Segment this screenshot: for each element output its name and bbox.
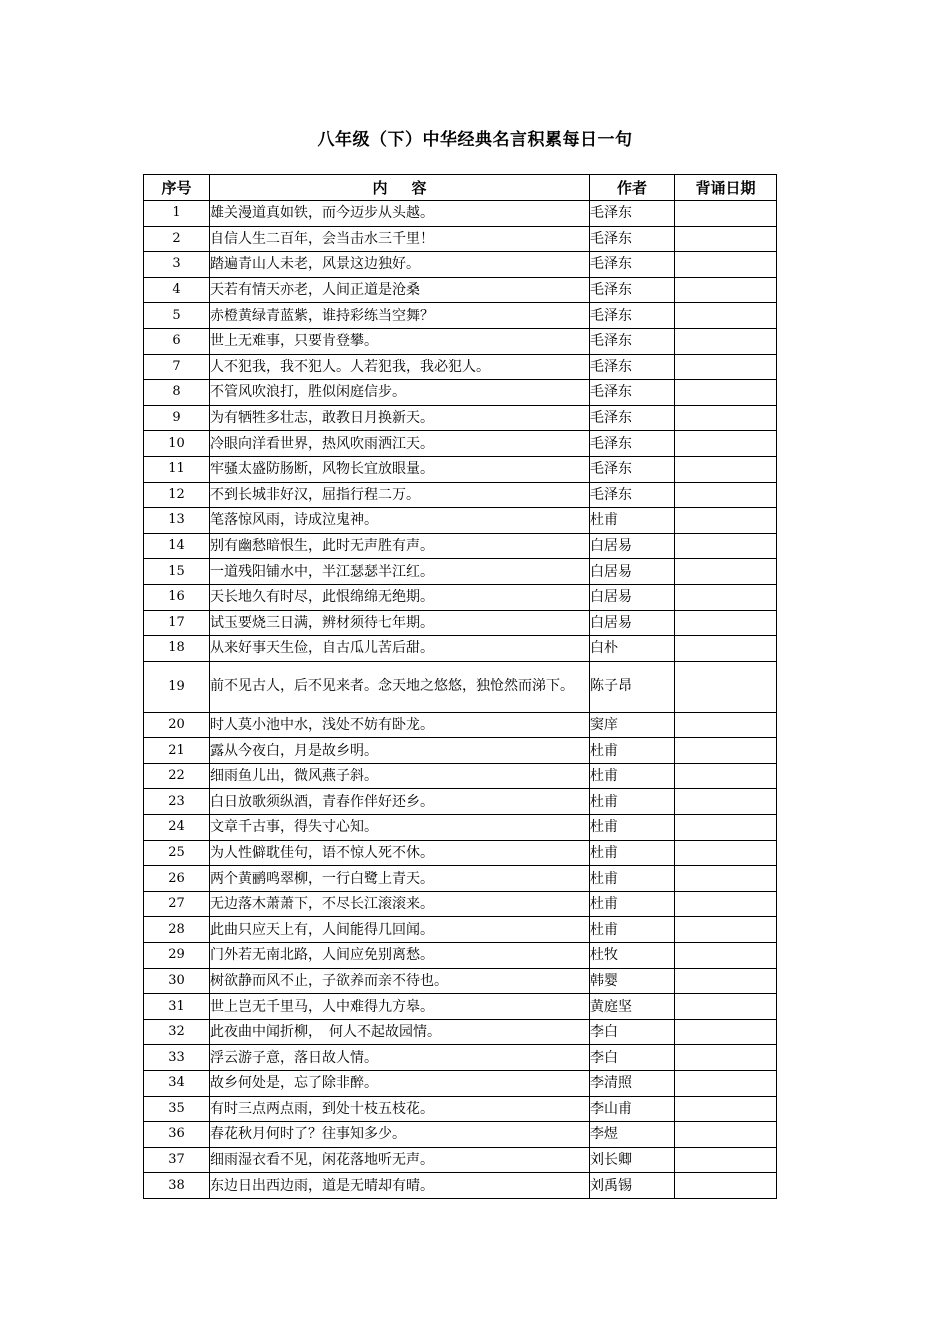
row-quote-text: 一道残阳铺水中，半江瑟瑟半江红。	[210, 559, 590, 585]
row-recite-date	[675, 1096, 777, 1122]
row-number: 38	[144, 1173, 210, 1199]
table-row	[144, 508, 777, 534]
row-author: 杜甫	[590, 763, 675, 789]
row-quote-text: 露从今夜白，月是故乡明。	[210, 738, 590, 764]
row-number: 8	[144, 380, 210, 406]
table-row	[144, 840, 777, 866]
row-quote-text: 不管风吹浪打，胜似闲庭信步。	[210, 380, 590, 406]
row-quote-text: 不到长城非好汉，屈指行程二万。	[210, 482, 590, 508]
table-row	[144, 1173, 777, 1199]
row-recite-date	[675, 226, 777, 252]
row-number: 10	[144, 431, 210, 457]
row-number: 18	[144, 636, 210, 662]
table-row	[144, 277, 777, 303]
row-author: 黄庭坚	[590, 994, 675, 1020]
row-quote-text: 无边落木萧萧下，不尽长江滚滚来。	[210, 891, 590, 917]
row-quote-text: 细雨鱼儿出，微风燕子斜。	[210, 763, 590, 789]
row-recite-date	[675, 559, 777, 585]
row-author: 毛泽东	[590, 482, 675, 508]
row-number: 36	[144, 1122, 210, 1148]
row-author: 李白	[590, 1045, 675, 1071]
row-author: 毛泽东	[590, 380, 675, 406]
table-row	[144, 815, 777, 841]
row-author: 杜甫	[590, 789, 675, 815]
row-quote-text: 白日放歌须纵酒，青春作伴好还乡。	[210, 789, 590, 815]
table-row	[144, 380, 777, 406]
header-date: 背诵日期	[675, 175, 777, 201]
row-recite-date	[675, 482, 777, 508]
row-author: 毛泽东	[590, 303, 675, 329]
row-author: 白居易	[590, 610, 675, 636]
table-row	[144, 405, 777, 431]
row-quote-text: 试玉要烧三日满，辨材须待七年期。	[210, 610, 590, 636]
row-number: 24	[144, 815, 210, 841]
row-recite-date	[675, 610, 777, 636]
row-number: 19	[144, 661, 210, 712]
row-recite-date	[675, 303, 777, 329]
row-author: 杜甫	[590, 891, 675, 917]
row-recite-date	[675, 1147, 777, 1173]
row-author: 毛泽东	[590, 405, 675, 431]
table-header-row	[144, 175, 777, 201]
row-recite-date	[675, 840, 777, 866]
row-quote-text: 雄关漫道真如铁，而今迈步从头越。	[210, 201, 590, 227]
row-author: 李清照	[590, 1071, 675, 1097]
table-row	[144, 661, 777, 712]
row-quote-text: 从来好事天生俭，自古瓜儿苦后甜。	[210, 636, 590, 662]
row-quote-text: 自信人生二百年，会当击水三千里！	[210, 226, 590, 252]
row-recite-date	[675, 1173, 777, 1199]
table-row	[144, 968, 777, 994]
row-number: 26	[144, 866, 210, 892]
row-recite-date	[675, 789, 777, 815]
row-recite-date	[675, 431, 777, 457]
row-number: 32	[144, 1019, 210, 1045]
table-row	[144, 712, 777, 738]
row-recite-date	[675, 405, 777, 431]
table-row	[144, 943, 777, 969]
row-number: 15	[144, 559, 210, 585]
row-author: 毛泽东	[590, 252, 675, 278]
table-row	[144, 636, 777, 662]
row-recite-date	[675, 712, 777, 738]
table-row	[144, 917, 777, 943]
row-recite-date	[675, 891, 777, 917]
row-recite-date	[675, 354, 777, 380]
table-row	[144, 303, 777, 329]
table-row	[144, 866, 777, 892]
row-number: 12	[144, 482, 210, 508]
row-quote-text: 为有牺牲多壮志，敢教日月换新天。	[210, 405, 590, 431]
table-row	[144, 328, 777, 354]
row-author: 杜甫	[590, 508, 675, 534]
row-recite-date	[675, 380, 777, 406]
table-row	[144, 738, 777, 764]
row-quote-text: 赤橙黄绿青蓝紫，谁持彩练当空舞？	[210, 303, 590, 329]
page-title: 八年级（下）中华经典名言积累每日一句	[317, 130, 633, 150]
row-quote-text: 细雨湿衣看不见，闲花落地听无声。	[210, 1147, 590, 1173]
table-row	[144, 456, 777, 482]
table-row	[144, 533, 777, 559]
row-author: 杜甫	[590, 866, 675, 892]
row-number: 17	[144, 610, 210, 636]
table-row	[144, 1096, 777, 1122]
row-author: 白居易	[590, 559, 675, 585]
row-quote-text: 此曲只应天上有，人间能得几回闻。	[210, 917, 590, 943]
row-number: 21	[144, 738, 210, 764]
row-author: 白居易	[590, 533, 675, 559]
row-recite-date	[675, 1122, 777, 1148]
table-row	[144, 789, 777, 815]
table-body	[144, 201, 777, 1199]
row-quote-text: 笔落惊风雨，诗成泣鬼神。	[210, 508, 590, 534]
table-row	[144, 994, 777, 1020]
row-author: 杜牧	[590, 943, 675, 969]
row-author: 毛泽东	[590, 328, 675, 354]
row-quote-text: 此夜曲中闻折柳， 何人不起故园情。	[210, 1019, 590, 1045]
row-author: 毛泽东	[590, 354, 675, 380]
row-author: 杜甫	[590, 917, 675, 943]
row-recite-date	[675, 328, 777, 354]
row-author: 毛泽东	[590, 431, 675, 457]
row-quote-text: 踏遍青山人未老，风景这边独好。	[210, 252, 590, 278]
row-quote-text: 文章千古事，得失寸心知。	[210, 815, 590, 841]
row-recite-date	[675, 636, 777, 662]
row-number: 14	[144, 533, 210, 559]
table-row	[144, 354, 777, 380]
row-number: 35	[144, 1096, 210, 1122]
row-recite-date	[675, 815, 777, 841]
row-number: 6	[144, 328, 210, 354]
table-row	[144, 1147, 777, 1173]
row-number: 31	[144, 994, 210, 1020]
row-quote-text: 天长地久有时尽，此恨绵绵无绝期。	[210, 584, 590, 610]
row-author: 刘禹锡	[590, 1173, 675, 1199]
row-recite-date	[675, 943, 777, 969]
row-quote-text: 世上岂无千里马，人中难得九方皋。	[210, 994, 590, 1020]
row-quote-text: 有时三点两点雨，到处十枝五枝花。	[210, 1096, 590, 1122]
header-author: 作者	[590, 175, 675, 201]
row-recite-date	[675, 584, 777, 610]
row-number: 4	[144, 277, 210, 303]
row-quote-text: 两个黄鹂鸣翠柳，一行白鹭上青天。	[210, 866, 590, 892]
table-row	[144, 610, 777, 636]
row-recite-date	[675, 456, 777, 482]
row-number: 5	[144, 303, 210, 329]
row-quote-text: 树欲静而风不止，子欲养而亲不待也。	[210, 968, 590, 994]
table-row	[144, 559, 777, 585]
table-row	[144, 201, 777, 227]
row-number: 13	[144, 508, 210, 534]
row-recite-date	[675, 1019, 777, 1045]
row-number: 23	[144, 789, 210, 815]
header-content-label: 内容	[372, 178, 451, 197]
row-author: 毛泽东	[590, 277, 675, 303]
table-row	[144, 252, 777, 278]
table-row	[144, 763, 777, 789]
table-row	[144, 1071, 777, 1097]
row-recite-date	[675, 738, 777, 764]
row-number: 34	[144, 1071, 210, 1097]
row-author: 杜甫	[590, 815, 675, 841]
row-quote-text: 时人莫小池中水，浅处不妨有卧龙。	[210, 712, 590, 738]
row-author: 杜甫	[590, 840, 675, 866]
row-quote-text: 别有幽愁暗恨生，此时无声胜有声。	[210, 533, 590, 559]
row-recite-date	[675, 917, 777, 943]
row-quote-text: 世上无难事，只要肯登攀。	[210, 328, 590, 354]
row-recite-date	[675, 866, 777, 892]
row-author: 毛泽东	[590, 201, 675, 227]
row-author: 白居易	[590, 584, 675, 610]
row-recite-date	[675, 994, 777, 1020]
row-quote-text: 东边日出西边雨，道是无晴却有晴。	[210, 1173, 590, 1199]
row-number: 16	[144, 584, 210, 610]
row-author: 杜甫	[590, 738, 675, 764]
table-row	[144, 1122, 777, 1148]
table-row	[144, 584, 777, 610]
row-quote-text: 故乡何处是，忘了除非醉。	[210, 1071, 590, 1097]
row-author: 白朴	[590, 636, 675, 662]
row-number: 37	[144, 1147, 210, 1173]
row-number: 27	[144, 891, 210, 917]
row-number: 7	[144, 354, 210, 380]
header-content	[210, 175, 590, 201]
row-recite-date	[675, 533, 777, 559]
table-row	[144, 431, 777, 457]
row-author: 毛泽东	[590, 226, 675, 252]
row-quote-text: 前不见古人，后不见来者。念天地之悠悠，独怆然而涕下。	[210, 661, 590, 712]
row-number: 28	[144, 917, 210, 943]
row-number: 25	[144, 840, 210, 866]
row-recite-date	[675, 661, 777, 712]
table-row	[144, 891, 777, 917]
row-author: 李白	[590, 1019, 675, 1045]
row-quote-text: 牢骚太盛防肠断，风物长宜放眼量。	[210, 456, 590, 482]
table-row	[144, 482, 777, 508]
row-quote-text: 冷眼向洋看世界，热风吹雨洒江天。	[210, 431, 590, 457]
row-recite-date	[675, 252, 777, 278]
row-number: 29	[144, 943, 210, 969]
row-author: 窦庠	[590, 712, 675, 738]
row-recite-date	[675, 508, 777, 534]
row-number: 20	[144, 712, 210, 738]
row-author: 陈子昂	[590, 661, 675, 712]
row-number: 11	[144, 456, 210, 482]
row-author: 李山甫	[590, 1096, 675, 1122]
row-quote-text: 为人性僻耽佳句，语不惊人死不休。	[210, 840, 590, 866]
row-recite-date	[675, 1071, 777, 1097]
row-author: 韩婴	[590, 968, 675, 994]
table-row	[144, 1019, 777, 1045]
row-number: 2	[144, 226, 210, 252]
row-quote-text: 春花秋月何时了？往事知多少。	[210, 1122, 590, 1148]
row-author: 毛泽东	[590, 456, 675, 482]
row-number: 33	[144, 1045, 210, 1071]
row-number: 1	[144, 201, 210, 227]
row-quote-text: 门外若无南北路，人间应免别离愁。	[210, 943, 590, 969]
row-recite-date	[675, 277, 777, 303]
row-quote-text: 天若有情天亦老，人间正道是沧桑	[210, 277, 590, 303]
header-no: 序号	[144, 175, 210, 201]
row-recite-date	[675, 968, 777, 994]
row-quote-text: 人不犯我，我不犯人。人若犯我，我必犯人。	[210, 354, 590, 380]
row-recite-date	[675, 1045, 777, 1071]
row-author: 刘长卿	[590, 1147, 675, 1173]
row-recite-date	[675, 763, 777, 789]
row-author: 李煜	[590, 1122, 675, 1148]
quotes-table	[143, 174, 777, 1199]
row-number: 30	[144, 968, 210, 994]
row-recite-date	[675, 201, 777, 227]
row-number: 3	[144, 252, 210, 278]
row-number: 22	[144, 763, 210, 789]
row-number: 9	[144, 405, 210, 431]
table-row	[144, 1045, 777, 1071]
table-row	[144, 226, 777, 252]
row-quote-text: 浮云游子意，落日故人情。	[210, 1045, 590, 1071]
